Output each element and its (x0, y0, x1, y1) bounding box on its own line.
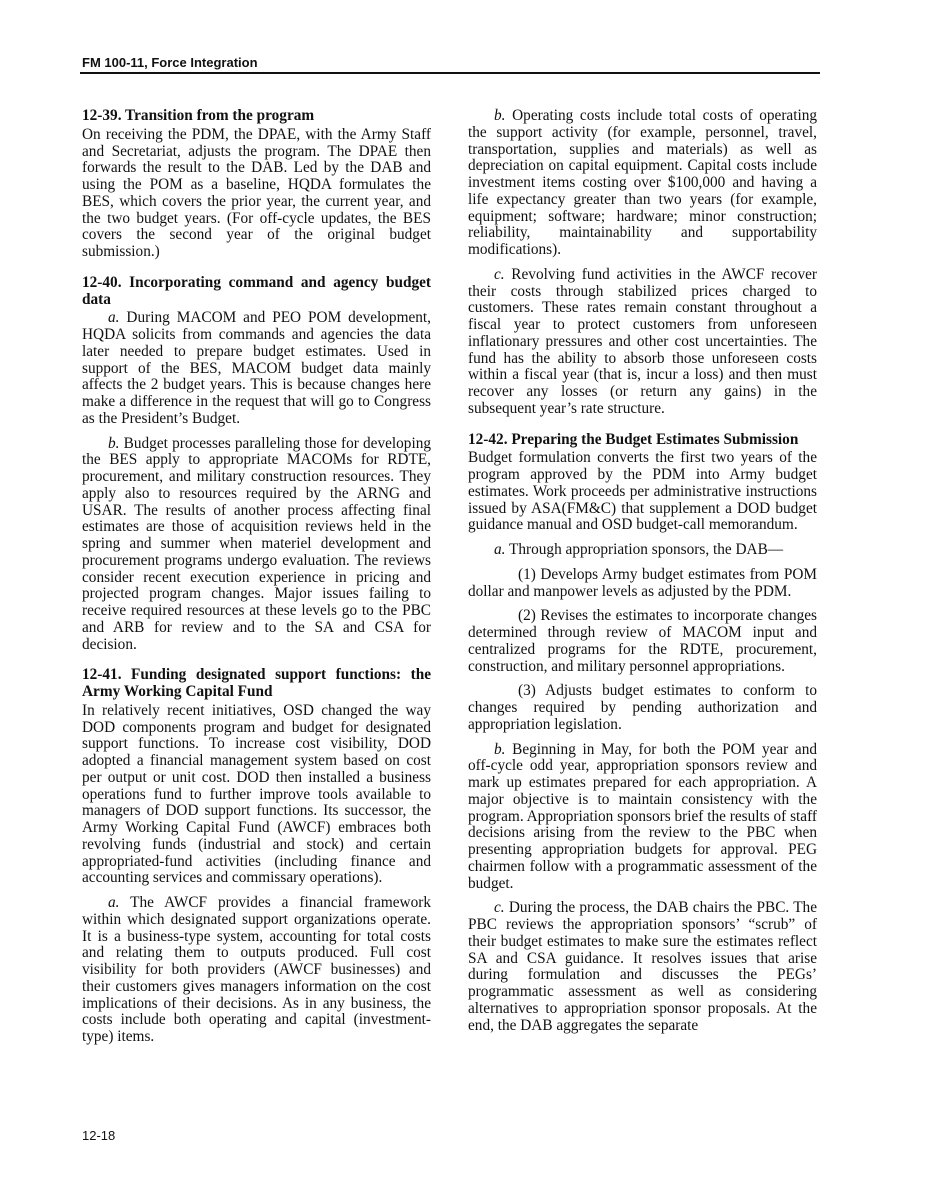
paragraph-letter: c. (494, 265, 505, 283)
paragraph-text: Beginning in May, for both the POM year and off-cycle odd year, appropriation sponsors review and mark up estimates prepared for each appropriation. A major objective is to maintain consistency with the program. Appropriation sponsors brief the results of staff decisions arising from the review to the PBC when presenting appropriation budgets for approval. PEG chairmen follow with a programmatic assessment of the budget. (468, 740, 817, 892)
paragraph-text: (2) Revises the estimates to incorporate changes determined through review of MACOM input and centralized programs for the RDTE, procurement, construction, and military personnel appropriations. (468, 607, 817, 675)
paragraph-text: During MACOM and PEO POM development, HQDA solicits from commands and agencies the data later needed to prepare budget estimates. Used in support of the BES, MACOM budget data mainly affects the 2 budget years. This is because changes here make a difference in the request that will go to Congress as the President’s Budget. (82, 309, 431, 427)
running-header: FM 100-11, Force Integration (82, 55, 258, 70)
section (468, 432, 817, 1035)
paragraph-text: During the process, the DAB chairs the PBC. The PBC reviews the appropriation sponsors’ “scrub” of their budget estimates to make sure the estimates reflect SA and CSA guidance. It resolves issues that arise during formulation and discusses the PEGs’ programmatic assessment as well as considering alternatives to appropriation sponsor proposals. At the end, the DAB aggregates the separate (468, 899, 817, 1034)
paragraph-letter: b. (494, 107, 506, 124)
right-column (468, 108, 817, 1048)
paragraph (82, 703, 431, 887)
section-heading: 12-41. Funding designated support functions: the Army Working Capital Fund (82, 666, 431, 700)
paragraph-letter: c. (494, 899, 505, 917)
left-column (82, 108, 431, 1060)
paragraph (468, 542, 817, 559)
section (468, 108, 817, 418)
paragraph-letter: a. (494, 541, 506, 558)
paragraph (468, 742, 817, 893)
paragraph-text: (3) Adjusts budget estimates to conform to changes required by pending authorization and appropriation legislation. (468, 682, 817, 733)
paragraph-letter: a. (108, 894, 120, 911)
paragraph-text: Budget processes paralleling those for developing the BES apply to appropriate MACOMs for RDTE, procurement, and military construction resources. They apply also to resources required by the ARNG and USAR. The results of another process affecting final estimates are those of acquisition reviews held in the spring and summer when materiel development and procurement programs undergo evaluation. The reviews consider recent execution experience in pricing and projected program changes. Major issues failing to receive required resources at these levels go to the PBC and ARB for review and to the SA and CSA for decision. (82, 434, 431, 653)
paragraph (468, 900, 817, 1034)
paragraph-text: Budget formulation converts the first two years of the program approved by the PDM into Army budget estimates. Work proceeds per administrative instructions issued by ASA(FM&C) that supplement a DOD budget guidance manual and OSD budget-call memorandum. (468, 449, 817, 534)
paragraph (468, 608, 817, 675)
paragraph-text: In relatively recent initiatives, OSD changed the way DOD components program and budget for designated support functions. To increase cost visibility, DOD adopted a financial management system based on cost per output or unit cost. DOD then installed a business operations fund to further improve tools available to managers of DOD support functions. Its successor, the Army Working Capital Fund (AWCF) embraces both revolving funds (industrial and stock) and certain appropriated-fund activities (including finance and accounting services and commissary operations). (82, 701, 431, 887)
paragraph (468, 567, 817, 601)
paragraph-text: Operating costs include total costs of operating the support activity (for example, personnel, travel, transportation, supplies and materials) as well as depreciation on capital equipment. Capital costs include investment items costing over $100,000 and having a life expectancy greater than two years (for example, equipment; software; hardware; minor construction; reliability, maintainability and supportability modifications). (468, 107, 817, 258)
page-number: 12-18 (82, 1128, 116, 1143)
section (82, 275, 431, 654)
paragraph (82, 310, 431, 427)
paragraph-text: (1) Develops Army budget estimates from POM dollar and manpower levels as adjusted by the PDM. (468, 565, 817, 600)
paragraph-text: The AWCF provides a financial framework within which designated support organizations operate. It is a business-type system, accounting for total costs and relating them to outputs produced. Full cost visibility for both providers (AWCF businesses) and their customers gives managers information on the cost implications of their decisions. As in any business, the costs include both operating and capital (investment-type) items. (82, 894, 431, 1045)
paragraph (468, 108, 817, 259)
paragraph-letter: a. (108, 309, 120, 327)
paragraph-text: On receiving the PDM, the DPAE, with the Army Staff and Secretariat, adjusts the program. The DPAE then forwards the result to the DAB. Led by the DAB and using the POM as a baseline, HQDA formulates the BES, which covers the prior year, the current year, and the two budget years. (For off-cycle updates, the BES covers the second year of the original budget submission.) (82, 125, 431, 260)
paragraph-letter: b. (494, 740, 506, 758)
paragraph (82, 127, 431, 261)
header-rule (80, 72, 820, 74)
paragraph (468, 683, 817, 733)
section-heading: 12-39. Transition from the program (82, 107, 315, 124)
paragraph (468, 450, 817, 534)
section (82, 667, 431, 1046)
section (82, 108, 431, 261)
paragraph (82, 895, 431, 1046)
paragraph-text: Revolving fund activities in the AWCF recover their costs through stabilized prices charged to customers. These rates remain constant throughout a fiscal year to protect customers from unforeseen inflationary pressures and other cost uncertainties. The fund has the ability to absorb those unforeseen costs within a fiscal year (that is, incur a loss) and then must recover any losses (or return any gains) in the subsequent year’s rate structure. (468, 265, 817, 417)
paragraph-letter: b. (108, 434, 120, 452)
section-heading: 12-40. Incorporating command and agency budget data (82, 273, 431, 308)
section-heading: 12-42. Preparing the Budget Estimates Submission (468, 430, 799, 448)
paragraph (468, 267, 817, 418)
paragraph (82, 436, 431, 654)
paragraph-text: Through appropriation sponsors, the DAB— (505, 541, 784, 558)
